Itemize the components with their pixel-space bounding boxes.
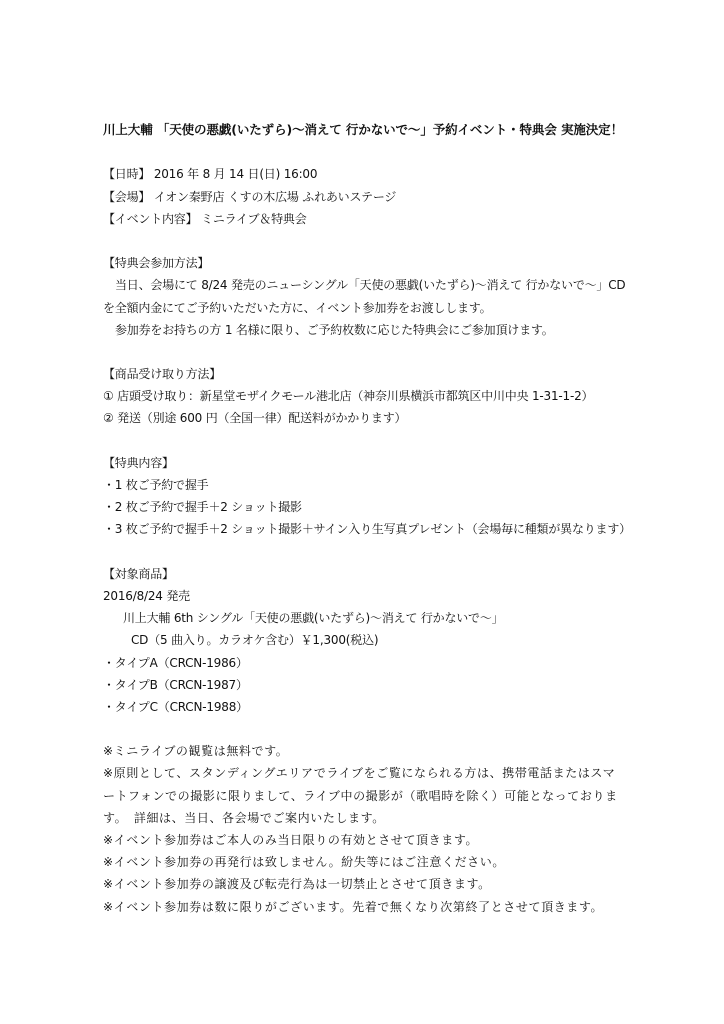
section-heading: 【特典会参加方法】 <box>103 256 210 271</box>
section-heading: 【商品受け取り方法】 <box>103 367 222 382</box>
list-item: ・2 枚ご予約で握手＋2 ショット撮影 <box>103 500 302 515</box>
event-datetime: 【日時】 2016 年 8 月 14 日(日) 16:00 <box>103 167 318 182</box>
spacer <box>103 341 643 363</box>
product-type: ・タイプC（CRCN-1988） <box>103 699 248 714</box>
spacer <box>103 430 643 452</box>
product-name: 川上大輔 6th シングル「天使の悪戯(いたずら)～消えて 行かないで～」 <box>123 611 504 626</box>
product-type: ・タイプB（CRCN-1987） <box>103 677 248 692</box>
list-item: ・1 枚ご予約で握手 <box>103 478 209 492</box>
event-venue: 【会場】 イオン秦野店 くすの木広場 ふれあいステージ <box>103 189 397 204</box>
spacer <box>103 718 643 740</box>
participation-section <box>103 252 643 341</box>
product-type: ・タイプA（CRCN-1986） <box>103 655 248 670</box>
event-content: 【イベント内容】 ミニライブ＆特典会 <box>103 211 307 226</box>
note-line: す。 詳細は、当日、各会場でご案内いたします。 <box>103 810 385 825</box>
list-item: ② 発送（別途 600 円（全国一律）配送料がかかります） <box>103 411 407 426</box>
spacer <box>103 230 643 252</box>
event-info-section <box>103 163 643 230</box>
note-line: ※イベント参加券は数に限りがございます。先着で無くなり次第終了とさせて頂きます。 <box>103 899 604 914</box>
document-title: 川上大輔 「天使の悪戯(いたずら)～消えて 行かないで～」予約イベント・特典会 実施決定！ <box>103 122 623 137</box>
section-heading: 【特典内容】 <box>103 455 174 470</box>
product-format: CD（5 曲入り。カラオケ含む）￥1,300(税込) <box>131 633 379 648</box>
note-line: ※イベント参加券はご本人のみ当日限りの有効とさせて頂きます。 <box>103 833 479 847</box>
note-line: ※イベント参加券の再発行は致しません。紛失等にはご注意ください。 <box>103 855 505 870</box>
note-line: ートフォンでの撮影に限りまして、ライブ中の撮影が（歌唱時を除く）可能となっておりま <box>103 788 618 803</box>
spacer <box>103 141 643 163</box>
list-item: ・3 枚ご予約で握手＋2 ショット撮影＋サイン入り生写真プレゼント（会場毎に種類が異なります） <box>103 522 631 537</box>
pickup-section <box>103 363 643 430</box>
document-page <box>103 119 643 918</box>
product-section <box>103 563 643 718</box>
note-line: ※イベント参加券の譲渡及び転売行為は一切禁止とさせて頂きます。 <box>103 877 491 892</box>
list-item: ① 店頭受け取り：新星堂モザイクモール港北店（神奈川県横浜市都筑区中川中央 1-31-1-2） <box>103 389 594 404</box>
spacer <box>103 541 643 563</box>
note-line: ※ミニライブの観覧は無料です。 <box>103 744 289 759</box>
paragraph-line: 参加券をお持ちの方 1 名様に限り、ご予約枚数に応じた特典会にご参加頂けます。 <box>115 322 554 337</box>
paragraph-line: を全額内金にてご予約いただいた方に、イベント参加券をお渡しします。 <box>103 300 492 315</box>
section-heading: 【対象商品】 <box>103 566 174 581</box>
benefits-section <box>103 452 643 541</box>
release-date: 2016/8/24 発売 <box>103 588 190 603</box>
notes-section <box>103 740 643 918</box>
paragraph-line: 当日、会場にて 8/24 発売のニューシングル「天使の悪戯(いたずら)～消えて 行かないで～」CD <box>115 278 626 293</box>
note-line: ※原則として、スタンディングエリアでライブをご覧になられる方は、携帯電話またはスマ <box>103 766 616 781</box>
